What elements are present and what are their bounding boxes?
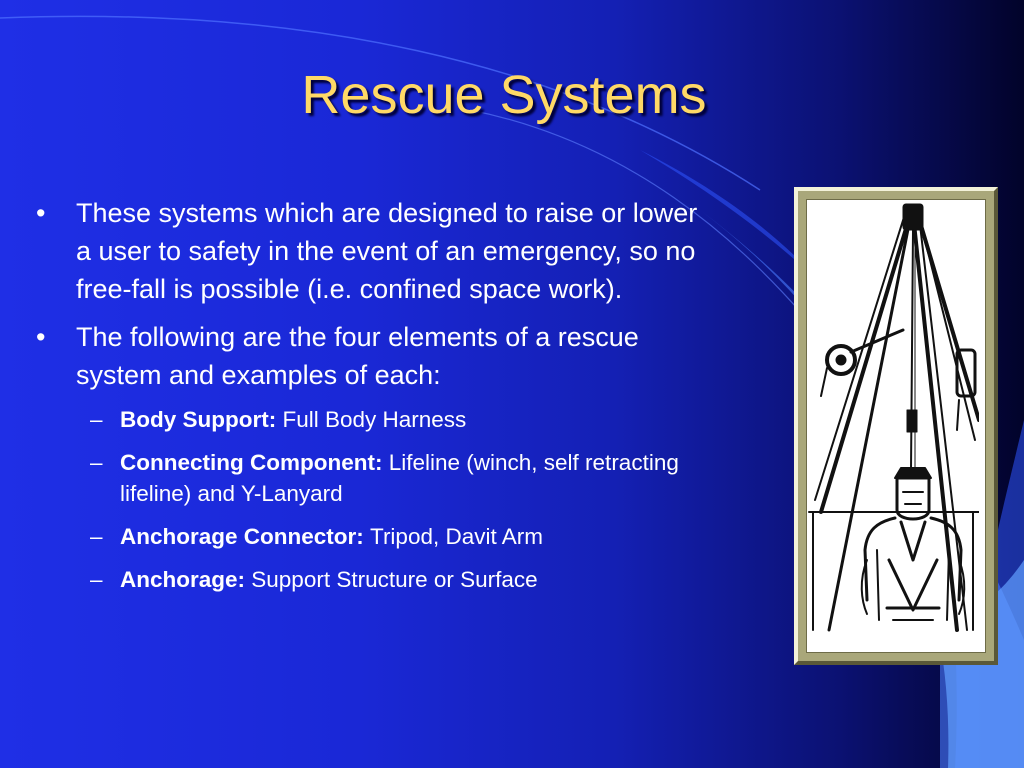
bullet-marker: • [36, 198, 46, 228]
element-example: Tripod, Davit Arm [370, 524, 543, 549]
sub-bullet-marker: – [90, 450, 103, 475]
bullet-marker: • [36, 322, 46, 352]
element-example: Lifeline (winch, self retracting lifeline) and Y-Lanyard [120, 450, 679, 506]
element-item-anchorage [36, 564, 716, 595]
bullet-text: These systems which are designed to raise or lower a user to safety in the event of an emergency, so no free-fall is possible (i.e. confined space work). [76, 198, 698, 304]
element-example: Full Body Harness [282, 407, 467, 432]
slide-content [36, 194, 716, 607]
element-term: Anchorage: [120, 567, 252, 592]
slide-title: Rescue Systems [301, 65, 707, 125]
element-item-body-support [36, 404, 716, 435]
bullet-item [36, 194, 716, 308]
sub-bullet-marker: – [90, 524, 103, 549]
element-item-connecting-component [36, 447, 716, 509]
sub-bullet-marker: – [90, 567, 103, 592]
element-example: Support Structure or Surface [251, 567, 538, 592]
element-term: Connecting Component: [120, 450, 389, 475]
illustration-frame [794, 187, 998, 665]
bullet-item [36, 318, 716, 394]
sub-bullet-marker: – [90, 407, 103, 432]
tripod-rescue-illustration-icon [807, 200, 979, 644]
bullet-text: The following are the four elements of a rescue system and examples of each: [76, 322, 639, 390]
element-term: Anchorage Connector: [120, 524, 371, 549]
element-term: Body Support: [120, 407, 283, 432]
illustration-canvas [806, 199, 986, 653]
element-item-anchorage-connector [36, 521, 716, 552]
